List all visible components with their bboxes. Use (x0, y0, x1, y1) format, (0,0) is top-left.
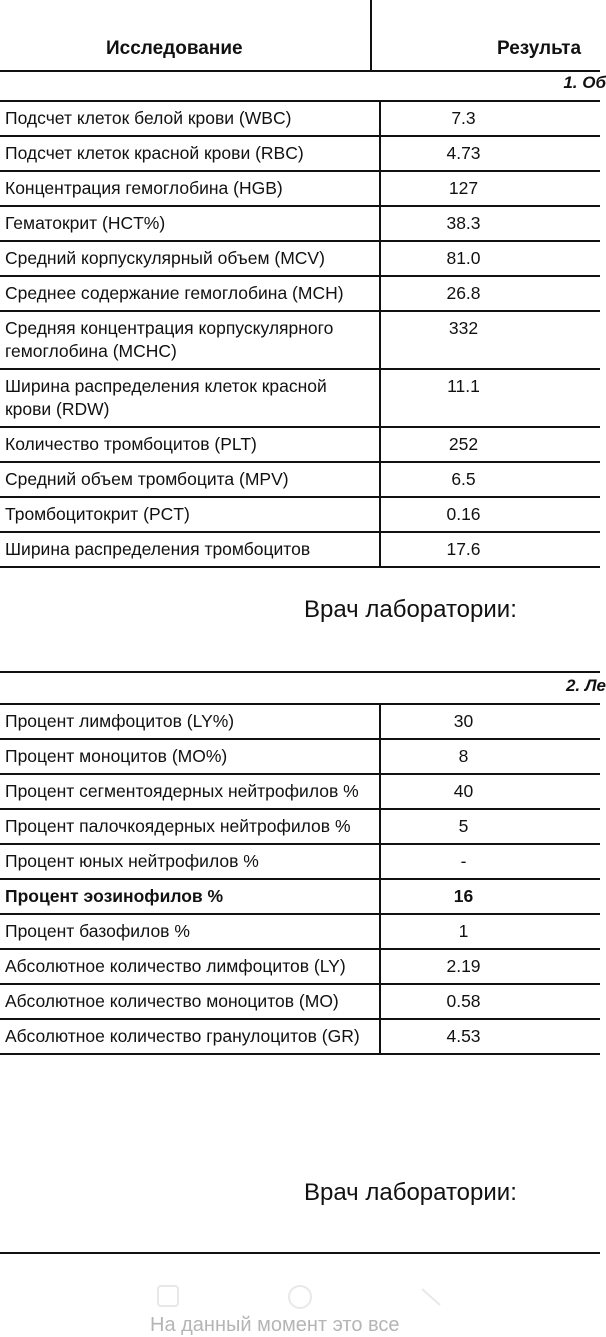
row-name: Процент базофилов % (0, 914, 380, 949)
row-name: Подсчет клеток белой крови (WBC) (0, 102, 380, 136)
table-row (0, 171, 600, 206)
bottom-note: На данный момент это все (150, 1314, 400, 1336)
row-value: 252 (380, 427, 600, 462)
row-name: Тромбоцитокрит (PCT) (0, 497, 380, 532)
row-value: 7.3 (380, 102, 600, 136)
table-row (0, 984, 600, 1019)
section1-table (0, 102, 600, 568)
row-value: 4.73 (380, 136, 600, 171)
row-name: Концентрация гемоглобина (HGB) (0, 171, 380, 206)
row-value: 0.58 (380, 984, 600, 1019)
table-row (0, 739, 600, 774)
row-value: 5 (380, 809, 600, 844)
row-value: 2.19 (380, 949, 600, 984)
row-value: 26.8 (380, 276, 600, 311)
row-value: 127 (380, 171, 600, 206)
table-row (0, 879, 600, 914)
row-name: Процент эозинофилов % (0, 879, 380, 914)
row-value: 1 (380, 914, 600, 949)
table-row (0, 705, 600, 739)
row-value: 81.0 (380, 241, 600, 276)
table-row (0, 949, 600, 984)
row-value: 30 (380, 705, 600, 739)
table-row (0, 774, 600, 809)
row-name: Среднее содержание гемоглобина (MCH) (0, 276, 380, 311)
row-name: Ширина распределения клеток красной крови (RDW) (0, 369, 380, 427)
row-name: Процент юных нейтрофилов % (0, 844, 380, 879)
row-name: Процент лимфоцитов (LY%) (0, 705, 380, 739)
section2-bottom-rule (0, 1252, 600, 1254)
row-value: 38.3 (380, 206, 600, 241)
row-value: 4.53 (380, 1019, 600, 1054)
table-row (0, 136, 600, 171)
row-name: Процент моноцитов (MO%) (0, 739, 380, 774)
header-study-label: Исследование (106, 38, 243, 59)
row-value: 11.1 (380, 369, 600, 427)
section2-table (0, 705, 600, 1055)
section1-signature: Врач лаборатории: (304, 596, 517, 623)
table-row (0, 914, 600, 949)
section2-top-rule (0, 671, 600, 673)
row-name: Количество тромбоцитов (PLT) (0, 427, 380, 462)
table-row (0, 427, 600, 462)
section2-signature: Врач лаборатории: (304, 1179, 517, 1206)
row-value: 17.6 (380, 532, 600, 567)
table-row (0, 1019, 600, 1054)
table-row (0, 532, 600, 567)
row-name: Подсчет клеток красной крови (RBC) (0, 136, 380, 171)
row-name: Средняя концентрация корпускулярного гемоглобина (MCHC) (0, 311, 380, 369)
row-value: 0.16 (380, 497, 600, 532)
table-row (0, 462, 600, 497)
row-name: Процент сегментоядерных нейтрофилов % (0, 774, 380, 809)
table-row (0, 311, 600, 369)
table-row (0, 206, 600, 241)
row-value: 8 (380, 739, 600, 774)
row-name: Средний объем тромбоцита (MPV) (0, 462, 380, 497)
table-row (0, 276, 600, 311)
back-icon[interactable] (418, 1283, 444, 1309)
row-value: 332 (380, 311, 600, 369)
row-value: 6.5 (380, 462, 600, 497)
section1-title: 1. Об (563, 73, 606, 92)
header-result-label: Результа (497, 38, 582, 59)
table-row (0, 241, 600, 276)
row-value: 40 (380, 774, 600, 809)
circle-icon[interactable] (286, 1283, 314, 1311)
row-value: 16 (380, 879, 600, 914)
row-value: - (380, 844, 600, 879)
row-name: Процент палочкоядерных нейтрофилов % (0, 809, 380, 844)
row-name: Абсолютное количество гранулоцитов (GR) (0, 1019, 380, 1054)
table-row (0, 369, 600, 427)
row-name: Гематокрит (HCT%) (0, 206, 380, 241)
row-name: Средний корпускулярный объем (MCV) (0, 241, 380, 276)
row-name: Ширина распределения тромбоцитов (0, 532, 380, 567)
table-row (0, 497, 600, 532)
home-icon[interactable] (155, 1283, 181, 1309)
table-row (0, 102, 600, 136)
header-study-cell (0, 0, 372, 70)
table-row (0, 809, 600, 844)
row-name: Абсолютное количество моноцитов (MO) (0, 984, 380, 1019)
table-row (0, 844, 600, 879)
row-name: Абсолютное количество лимфоцитов (LY) (0, 949, 380, 984)
table-header (0, 0, 600, 72)
section2-title: 2. Ле (565, 676, 606, 695)
